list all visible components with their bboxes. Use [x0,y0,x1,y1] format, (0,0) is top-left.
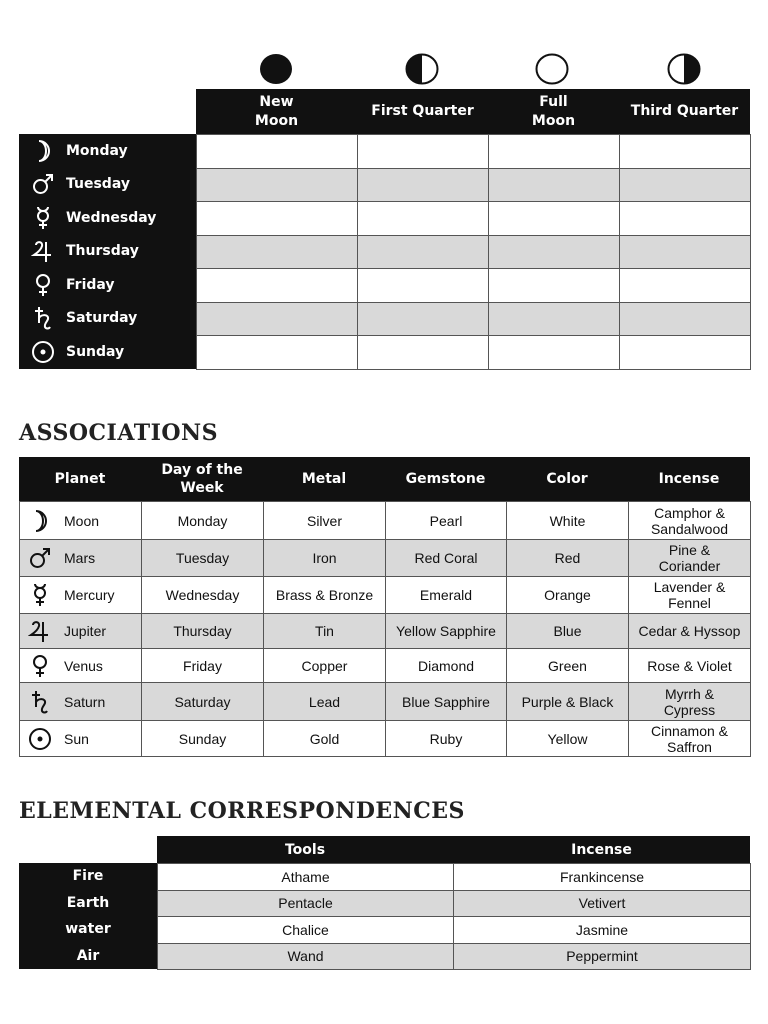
header-metal: Metal [263,457,385,501]
tracker-cell[interactable] [357,134,489,169]
cell-planet: Saturn [19,682,142,721]
tracker-cell[interactable] [196,302,358,337]
tracker-cell[interactable] [488,235,620,270]
tracker-cell[interactable] [488,134,620,169]
cell-planet: Mars [19,539,142,577]
tracker-cell[interactable] [357,201,489,236]
mars-symbol-icon [31,172,55,196]
cell-color: Yellow [506,720,629,757]
cell-day-of-week: Friday [141,648,264,683]
header-gemstone: Gemstone [385,457,506,501]
venus-symbol-icon [28,654,52,678]
header-color: Color [506,457,628,501]
tracker-cell[interactable] [488,168,620,203]
cell-incense: Rose & Violet [628,648,751,683]
cell-day-of-week: Thursday [141,613,264,649]
cell-color: Red [506,539,629,577]
cell-gemstone: Red Coral [385,539,507,577]
tool-cell: Chalice [157,916,454,944]
mercury-symbol-icon [31,206,55,230]
cell-incense: Lavender & Fennel [628,576,751,614]
jupiter-symbol-icon [31,239,55,263]
weekday-tuesday: Tuesday [19,168,196,202]
incense-cell: Vetivert [453,890,751,918]
header-first-quarter: First Quarter [357,89,488,134]
cell-planet: Mercury [19,576,142,614]
cell-gemstone: Pearl [385,501,507,540]
weekday-thursday: Thursday [19,235,196,269]
moon-symbol-icon [31,139,55,163]
incense-cell: Jasmine [453,916,751,944]
cell-gemstone: Blue Sapphire [385,682,507,721]
cell-metal: Brass & Bronze [263,576,386,614]
new-moon-icon [259,53,293,85]
cell-day-of-week: Saturday [141,682,264,721]
cell-incense: Pine & Coriander [628,539,751,577]
mercury-symbol-icon [28,583,52,607]
tracker-cell[interactable] [196,268,358,303]
cell-incense: Myrrh & Cypress [628,682,751,721]
header-full-moon: Full Moon [488,89,619,134]
cell-gemstone: Emerald [385,576,507,614]
full-moon-icon [535,53,569,85]
cell-incense: Camphor & Sandalwood [628,501,751,540]
saturn-symbol-icon [31,306,55,330]
tracker-cell[interactable] [357,302,489,337]
weekday-sunday: Sunday [19,335,196,369]
tracker-cell[interactable] [196,235,358,270]
header-day-of-week: Day of the Week [141,457,263,501]
tracker-cell[interactable] [488,268,620,303]
tool-cell: Athame [157,863,454,891]
element-label: Earth [19,890,157,917]
tracker-cell[interactable] [488,335,620,370]
tracker-cell[interactable] [196,201,358,236]
header-tools: Tools [157,836,453,863]
cell-color: Purple & Black [506,682,629,721]
cell-metal: Tin [263,613,386,649]
cell-planet: Jupiter [19,613,142,649]
element-label: water [19,916,157,943]
venus-symbol-icon [31,273,55,297]
third-quarter-icon [667,53,701,85]
cell-planet: Venus [19,648,142,683]
tracker-cell[interactable] [619,134,751,169]
cell-planet: Moon [19,501,142,540]
elemental-title: ELEMENTAL CORRESPONDENCES [19,798,465,824]
tracker-cell[interactable] [357,168,489,203]
tracker-cell[interactable] [357,335,489,370]
cell-metal: Gold [263,720,386,757]
cell-gemstone: Diamond [385,648,507,683]
tool-cell: Pentacle [157,890,454,918]
cell-incense: Cinnamon & Saffron [628,720,751,757]
sun-symbol-icon [28,727,52,751]
cell-metal: Silver [263,501,386,540]
cell-planet: Sun [19,720,142,757]
cell-day-of-week: Wednesday [141,576,264,614]
tool-cell: Wand [157,943,454,971]
cell-color: White [506,501,629,540]
cell-color: Green [506,648,629,683]
cell-gemstone: Yellow Sapphire [385,613,507,649]
tracker-cell[interactable] [488,201,620,236]
cell-day-of-week: Tuesday [141,539,264,577]
cell-color: Orange [506,576,629,614]
incense-cell: Frankincense [453,863,751,891]
element-label: Air [19,943,157,970]
cell-gemstone: Ruby [385,720,507,757]
tracker-cell[interactable] [619,268,751,303]
header-planet: Planet [19,457,141,501]
element-label: Fire [19,863,157,890]
cell-metal: Lead [263,682,386,721]
weekday-friday: Friday [19,268,196,302]
saturn-symbol-icon [28,690,52,714]
tracker-cell[interactable] [357,235,489,270]
moon-symbol-icon [28,509,52,533]
weekday-monday: Monday [19,134,196,168]
cell-color: Blue [506,613,629,649]
cell-day-of-week: Sunday [141,720,264,757]
mars-symbol-icon [28,546,52,570]
tracker-cell[interactable] [619,168,751,203]
header-third-quarter: Third Quarter [619,89,750,134]
tracker-cell[interactable] [196,335,358,370]
tracker-cell[interactable] [357,268,489,303]
associations-title: ASSOCIATIONS [19,420,219,446]
weekday-column [19,134,196,369]
tracker-cell[interactable] [619,235,751,270]
tracker-cell[interactable] [488,302,620,337]
weekday-wednesday: Wednesday [19,201,196,235]
tracker-cell[interactable] [196,134,358,169]
header-incense: Incense [628,457,750,501]
header-incense: Incense [453,836,750,863]
tracker-cell[interactable] [196,168,358,203]
cell-day-of-week: Monday [141,501,264,540]
tracker-cell[interactable] [619,201,751,236]
tracker-cell[interactable] [619,302,751,337]
incense-cell: Peppermint [453,943,751,971]
cell-metal: Copper [263,648,386,683]
weekday-saturday: Saturday [19,302,196,336]
tracker-cell[interactable] [619,335,751,370]
cell-incense: Cedar & Hyssop [628,613,751,649]
header-new-moon: New Moon [196,89,357,134]
jupiter-symbol-icon [28,619,52,643]
cell-metal: Iron [263,539,386,577]
sun-symbol-icon [31,340,55,364]
first-quarter-icon [405,53,439,85]
